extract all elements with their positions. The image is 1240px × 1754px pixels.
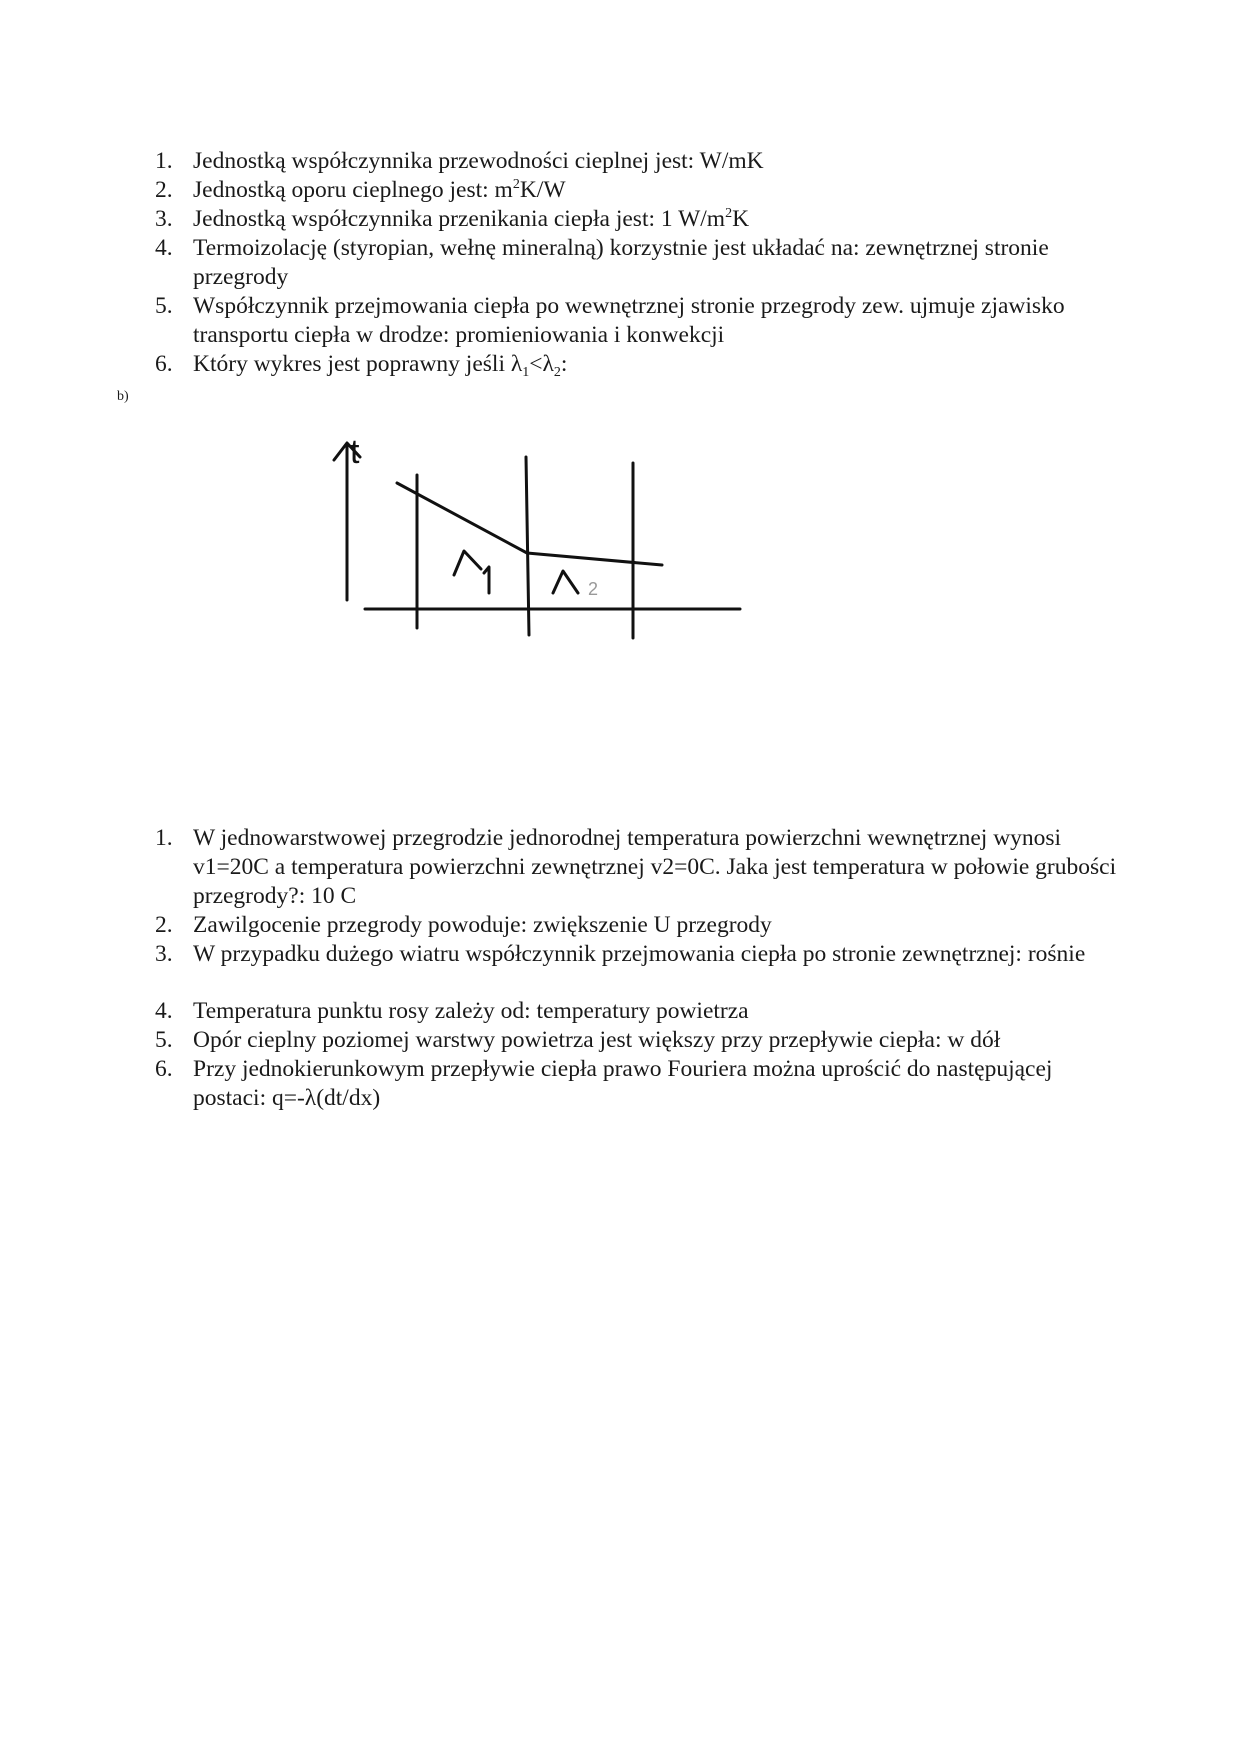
item-number: 3. <box>155 941 173 967</box>
questions-list-1 <box>150 147 1130 379</box>
lambda-2-glyph <box>553 571 578 593</box>
item-text: Zawilgocenie przegrody powoduje: zwiększenie U przegrody <box>193 912 772 938</box>
sketch-svg <box>320 425 750 645</box>
list-item <box>150 940 1130 969</box>
item-text: Przy jednokierunkowym przepływie ciepła prawo Fouriera można uprościć do następującej postaci: q=-λ(dt/dx) <box>193 1056 1053 1111</box>
item-text: Współczynnik przejmowania ciepła po wewnętrznej stronie przegrody zew. ujmuje zjawisko transportu ciepła w drodze: promieniowania i konwekcji <box>193 293 1065 348</box>
subscript: 1 <box>522 365 530 380</box>
lambda-2-index: 2 <box>588 579 599 599</box>
item-number: 4. <box>155 998 173 1024</box>
item-number: 2. <box>155 177 173 203</box>
questions-list-2 <box>150 824 1130 1113</box>
item-number: 6. <box>155 1056 173 1082</box>
item-text: Termoizolację (styropian, wełnę mineralną) korzystnie jest układać na: zewnętrznej stronie przegrody <box>193 235 1049 290</box>
item-number: 2. <box>155 912 173 938</box>
item-text: Który wykres jest poprawny jeśli $\lambda_1<\lambda_2$: <box>193 351 568 380</box>
item-text: Opór cieplny poziomej warstwy powietrza jest większy przy przepływie ciepła: w dół <box>193 1027 1001 1053</box>
list-item <box>150 911 1130 940</box>
item-number: 4. <box>155 235 173 261</box>
list-item <box>150 147 1130 176</box>
lambda-1-glyph <box>454 551 481 575</box>
list-item <box>150 234 1130 292</box>
list-item <box>150 205 1130 234</box>
option-b-label: b) <box>117 389 129 404</box>
list-item <box>150 824 1130 911</box>
list-item <box>150 1055 1130 1113</box>
axis-label: t <box>350 433 360 471</box>
superscript: 2 <box>512 177 520 192</box>
item-text: W przypadku dużego wiatru współczynnik przejmowania ciepła po stronie zewnętrznej: rośnie <box>193 941 1086 967</box>
list-item <box>150 1026 1130 1055</box>
item-number: 1. <box>155 148 173 174</box>
item-number: 5. <box>155 1027 173 1053</box>
item-text: Jednostką współczynnika przenikania ciepła jest: 1 $W/m^2K$ <box>193 206 750 232</box>
item-text: Jednostką współczynnika przewodności cieplnej jest: W/mK <box>193 148 764 174</box>
temperature-profile-line <box>397 483 662 565</box>
list-item <box>150 350 1130 379</box>
item-text: Temperatura punktu rosy zależy od: temperatury powietrza <box>193 998 749 1024</box>
item-number: 1. <box>155 825 173 851</box>
item-number: 6. <box>155 351 173 377</box>
superscript: 2 <box>725 206 733 221</box>
lambda-1-index-glyph <box>484 567 489 593</box>
item-text: W jednowarstwowej przegrodzie jednorodnej temperatura powierzchni wewnętrznej wynosi v1=20C a temperatura powierzchni zewnętrznej v2=0C. Jaka jest temperatura w połowie grubości przegrody?: 10 C <box>193 825 1117 909</box>
item-number: 3. <box>155 206 173 232</box>
subscript: 2 <box>553 365 561 380</box>
item-text: Jednostką oporu cieplnego jest: $m^2K/W$ <box>193 177 566 203</box>
temperature-profile-sketch <box>320 425 750 645</box>
list-item <box>150 292 1130 350</box>
list-item <box>150 176 1130 205</box>
item-number: 5. <box>155 293 173 319</box>
list-item <box>150 997 1130 1026</box>
